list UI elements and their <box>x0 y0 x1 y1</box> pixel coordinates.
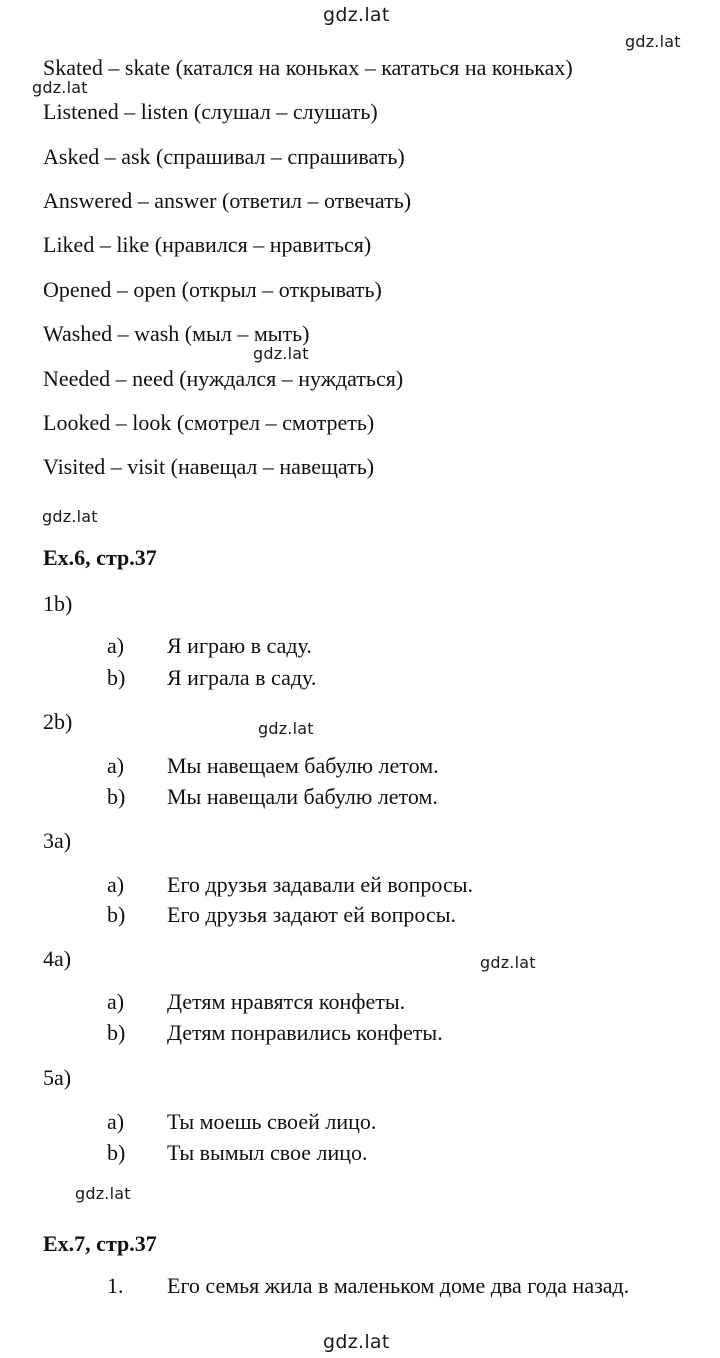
watermark: gdz.lat <box>625 32 681 51</box>
watermark: gdz.lat <box>253 344 309 363</box>
option-letter: a) <box>107 633 125 658</box>
option-letter: a) <box>107 753 125 778</box>
option-letter: b) <box>107 665 126 690</box>
verb-pair-line: Opened – open (открыл – открывать) <box>43 277 382 302</box>
option-letter: b) <box>107 784 126 809</box>
option-letter: a) <box>107 1109 125 1134</box>
watermark: gdz.lat <box>323 1331 390 1353</box>
verb-pair-line: Asked – ask (спрашивал – спрашивать) <box>43 144 405 169</box>
verb-pair-line: Looked – look (смотрел – смотреть) <box>43 410 375 435</box>
verb-pair-line: Washed – wash (мыл – мыть) <box>43 321 310 346</box>
option-text: Его друзья задают ей вопросы. <box>167 902 456 927</box>
question-label: 4a) <box>43 946 72 971</box>
option-text: Ты вымыл свое лицо. <box>167 1140 368 1165</box>
option-text: Я играю в саду. <box>167 633 312 658</box>
question-label: 5a) <box>43 1065 72 1090</box>
watermark: gdz.lat <box>32 78 88 97</box>
watermark: gdz.lat <box>480 953 536 972</box>
option-text: Я играла в саду. <box>167 665 317 690</box>
question-label: 3a) <box>43 828 72 853</box>
option-text: Мы навещали бабулю летом. <box>167 784 438 809</box>
verb-pair-line: Answered – answer (ответил – отвечать) <box>43 188 412 213</box>
item-number: 1. <box>107 1273 124 1298</box>
option-text: Ты моешь своей лицо. <box>167 1109 377 1134</box>
watermark: gdz.lat <box>42 507 98 526</box>
option-letter: b) <box>107 902 126 927</box>
option-letter: b) <box>107 1140 126 1165</box>
option-letter: b) <box>107 1020 126 1045</box>
verb-pair-line: Visited – visit (навещал – навещать) <box>43 454 375 479</box>
watermark: gdz.lat <box>323 4 390 26</box>
option-text: Его друзья задавали ей вопросы. <box>167 872 474 897</box>
verb-pair-line: Listened – listen (слушал – слушать) <box>43 99 378 124</box>
option-letter: a) <box>107 872 125 897</box>
exercise-7-heading: Ex.7, стр.37 <box>43 1231 157 1256</box>
question-label: 2b) <box>43 709 73 734</box>
watermark: gdz.lat <box>75 1184 131 1203</box>
question-label: 1b) <box>43 591 73 616</box>
verb-pair-line: Skated – skate (катался на коньках – кататься на коньках) <box>43 55 573 80</box>
option-text: Мы навещаем бабулю летом. <box>167 753 439 778</box>
option-text: Детям нравятся конфеты. <box>167 989 406 1014</box>
item-text: Его семья жила в маленьком доме два года назад. <box>167 1273 630 1298</box>
watermark: gdz.lat <box>258 719 314 738</box>
option-letter: a) <box>107 989 125 1014</box>
verb-pair-line: Needed – need (нуждался – нуждаться) <box>43 366 404 391</box>
exercise-6-heading: Ex.6, стр.37 <box>43 545 157 570</box>
option-text: Детям понравились конфеты. <box>167 1020 443 1045</box>
verb-pair-line: Liked – like (нравился – нравиться) <box>43 232 372 257</box>
